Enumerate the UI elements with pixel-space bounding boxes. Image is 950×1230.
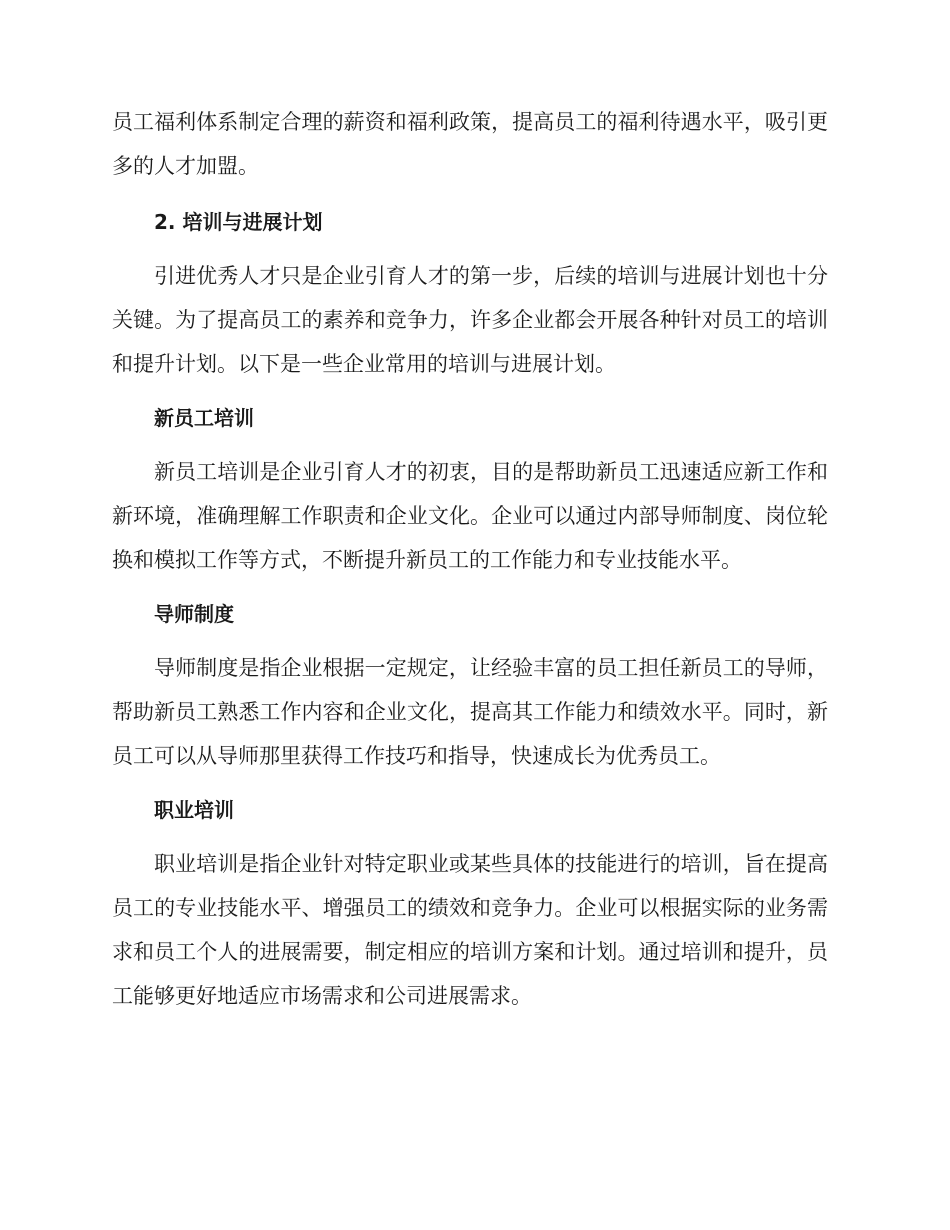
paragraph-vocational-training: 职业培训是指企业针对特定职业或某些具体的技能进行的培训，旨在提高员工的专业技能水平、增强员工的绩效和竞争力。企业可以根据实际的业务需求和员工个人的进展需要，制定相应的培训方案和计划。通过培训和提升，员工能够更好地适应市场需求和公司进展需求。 — [112, 852, 828, 1008]
section-heading-training-plan: 2. 培训与进展计划 — [154, 210, 323, 234]
subheading-mentor-system: 导师制度 — [154, 602, 234, 626]
paragraph-mentor-system: 导师制度是指企业根据一定规定，让经验丰富的员工担任新员工的导师，帮助新员工熟悉工作内容和企业文化，提高其工作能力和绩效水平。同时，新员工可以从导师那里获得工作技巧和指导，快速成长为优秀员工。 — [112, 656, 828, 768]
paragraph-new-employee-training: 新员工培训是企业引育人才的初衷，目的是帮助新员工迅速适应新工作和新环境，准确理解工作职责和企业文化。企业可以通过内部导师制度、岗位轮换和模拟工作等方式，不断提升新员工的工作能力和专业技能水平。 — [112, 460, 828, 572]
paragraph-training-intro: 引进优秀人才只是企业引育人才的第一步，后续的培训与进展计划也十分关键。为了提高员工的素养和竞争力，许多企业都会开展各种针对员工的培训和提升计划。以下是一些企业常用的培训与进展计划。 — [112, 264, 828, 376]
subheading-new-employee-training: 新员工培训 — [154, 406, 254, 430]
document-page — [112, 100, 828, 1028]
paragraph-benefits-continued: 员工福利体系制定合理的薪资和福利政策，提高员工的福利待遇水平，吸引更多的人才加盟。 — [112, 110, 828, 178]
subheading-vocational-training: 职业培训 — [154, 798, 234, 822]
